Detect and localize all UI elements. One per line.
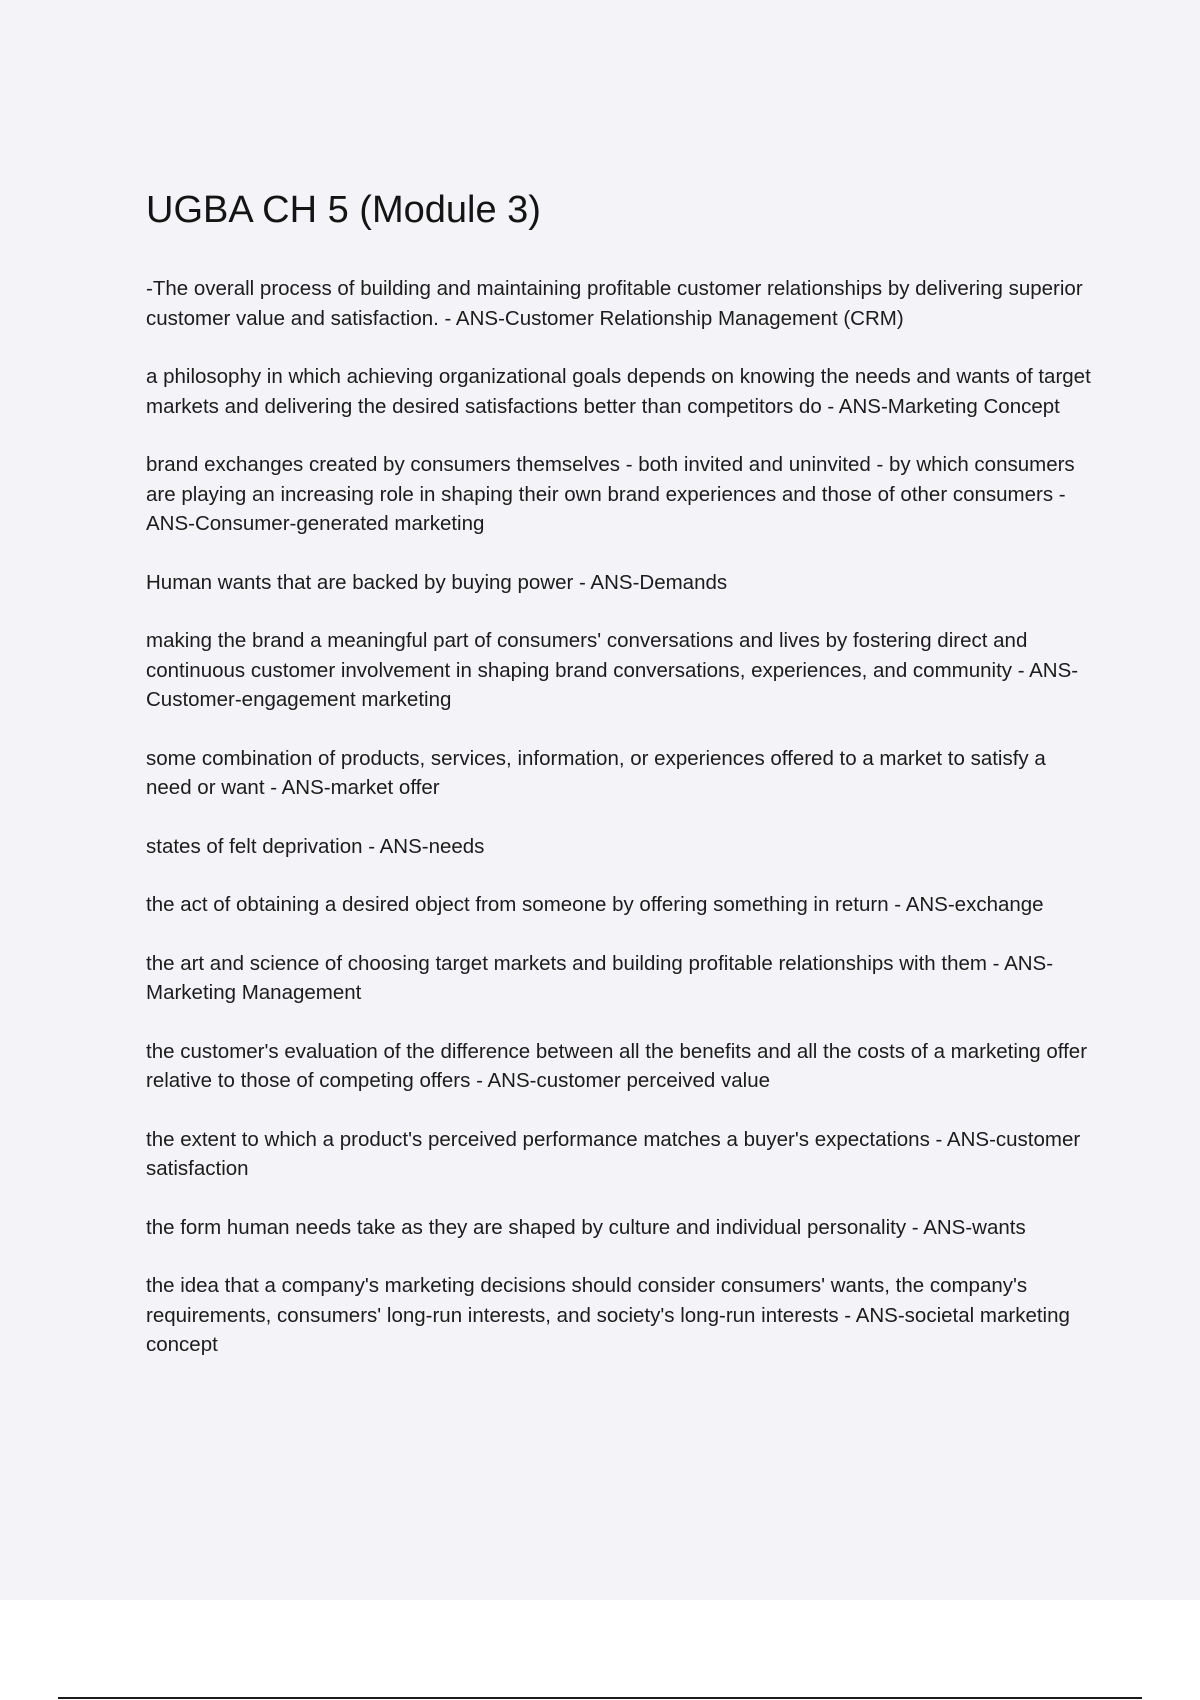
flashcard-entry: states of felt deprivation - ANS-needs bbox=[146, 834, 485, 858]
flashcard-entry: Human wants that are backed by buying power - ANS-Demands bbox=[146, 570, 728, 594]
flashcard-entry: -The overall process of building and maintaining profitable customer relationships by delivering superior customer value and satisfaction. - ANS-Customer Relationship Management (CRM) bbox=[146, 277, 1083, 330]
flashcard-entry: the idea that a company's marketing decisions should consider consumers' wants, the company's requirements, consumers' long-run interests, and society's long-run interests - ANS-societal marketing concept bbox=[146, 1274, 1070, 1356]
footer-divider bbox=[58, 1697, 1142, 1699]
flashcard-entry: a philosophy in which achieving organizational goals depends on knowing the needs and wants of target markets and delivering the desired satisfactions better than competitors do - ANS-Marketing Concept bbox=[146, 365, 1091, 418]
flashcard-entry: brand exchanges created by consumers themselves - both invited and uninvited - by which consumers are playing an increasing role in shaping their own brand experiences and those of other consumers - ANS-Consumer-generated marketing bbox=[146, 453, 1075, 535]
flashcard-entry: the customer's evaluation of the difference between all the benefits and all the costs of a marketing offer relative to those of competing offers - ANS-customer perceived value bbox=[146, 1039, 1088, 1092]
flashcard-entry: the art and science of choosing target markets and building profitable relationships with them - ANS-Marketing Management bbox=[146, 951, 1054, 1004]
page-title: UGBA CH 5 (Module 3) bbox=[146, 189, 541, 231]
flashcard-entry: the extent to which a product's perceived performance matches a buyer's expectations - ANS-customer satisfaction bbox=[146, 1127, 1081, 1180]
flashcard-entry: making the brand a meaningful part of consumers' conversations and lives by fostering direct and continuous customer involvement in shaping brand conversations, experiences, and community - ANS-Customer-engagement marketing bbox=[146, 629, 1079, 711]
flashcard-entry: the act of obtaining a desired object from someone by offering something in return - ANS-exchange bbox=[146, 893, 1044, 916]
flashcard-entry: the form human needs take as they are shaped by culture and individual personality - ANS-wants bbox=[146, 1215, 1026, 1239]
flashcard-entry: some combination of products, services, information, or experiences offered to a market to satisfy a need or want - ANS-market offer bbox=[146, 746, 1046, 799]
document-content bbox=[146, 186, 1096, 1389]
